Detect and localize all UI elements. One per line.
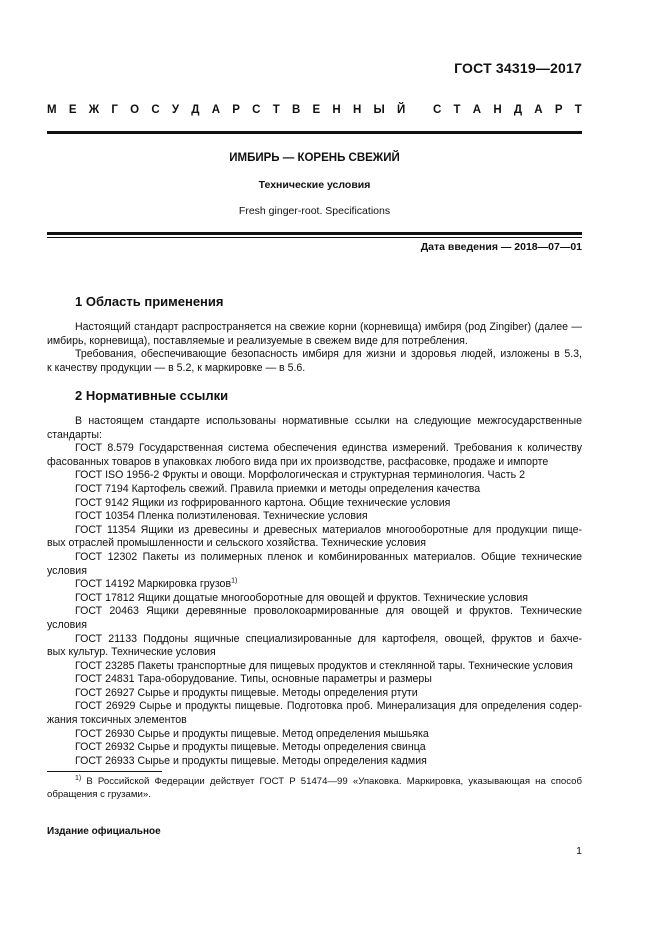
footnote-text: В Российской Федерации действует ГОСТ Р 51474—99 «Упаковка. Маркировка, указывающая на способ xyxy=(86,776,582,787)
footnote-rule xyxy=(47,771,162,772)
edition-label: Издание официальное xyxy=(47,826,161,837)
standard-type-letter: Е xyxy=(68,104,77,116)
text-line: ГОСТ 26930 Сырье и продукты пищевые. Метод определения мышьяка xyxy=(75,727,429,740)
section-2-body xyxy=(47,415,582,768)
text-line: ГОСТ 17812 Ящики дощатые многооборотные для овощей и фруктов. Технические условия xyxy=(75,591,528,604)
standard-type-letter: О xyxy=(130,104,140,116)
standard-type-letter: Д xyxy=(513,104,523,116)
standard-type-letter: У xyxy=(171,104,180,116)
text-line: ГОСТ 12302 Пакеты из полимерных пленок и комбинированных материалов. Общие технические xyxy=(75,550,582,563)
standard-type-letter: С xyxy=(151,104,160,116)
section-1-heading: 1 Область применения xyxy=(75,294,224,309)
page-number: 1 xyxy=(576,845,582,857)
text-part: Настоящий стандарт распространяется на свежие корни (корневища) имбиря (род Zingiber) (далее — xyxy=(75,321,582,333)
text-line xyxy=(47,578,582,592)
standard-type-letter: Н xyxy=(332,104,341,116)
text-line: ГОСТ 9142 Ящики из гофрированного картона. Общие технические условия xyxy=(75,496,451,509)
footnote-ref: 1) xyxy=(231,577,238,585)
text-line: ГОСТ 7194 Картофель свежий. Правила приемки и методы определения качества xyxy=(75,482,481,495)
footnote xyxy=(47,775,582,801)
text-line: ГОСТ 10354 Пленка полиэтиленовая. Технические условия xyxy=(75,510,368,523)
text-line: ГОСТ 24831 Тара-оборудование. Типы, основные параметры и размеры xyxy=(75,673,432,686)
text-part: ГОСТ 14192 Маркировка грузов xyxy=(75,578,232,591)
standard-type-letter: С xyxy=(252,104,261,116)
standard-type-letter: Н xyxy=(493,104,502,116)
text-line: ГОСТ 26927 Сырье и продукты пищевые. Методы определения ртути xyxy=(75,686,418,699)
intro-date: Дата введения — 2018—07—01 xyxy=(420,241,582,253)
standard-type-letter: Т xyxy=(453,104,461,116)
standard-type-letter: А xyxy=(211,104,221,116)
text-line: ГОСТ 20463 Ящики деревянные проволокоармированные для овощей и фруктов. Технические xyxy=(75,605,582,618)
text-line: ГОСТ 26933 Сырье и продукты пищевые. Методы определения кадмия xyxy=(75,754,427,767)
text-line: вых культур. Технические условия xyxy=(47,646,216,659)
text-line: ГОСТ 11354 Ящики из древесины и древесных материалов многооборотные для продукции пище- xyxy=(75,523,582,536)
standard-type-letter: С xyxy=(432,104,442,116)
standard-type-letter: Р xyxy=(554,104,563,116)
footnote-line: обращения с грузами». xyxy=(47,789,151,800)
standard-type-letter: Ы xyxy=(373,104,385,116)
text-line: ГОСТ 8.579 Государственная система обеспечения единства измерений. Требования к количеству xyxy=(75,442,582,455)
section-2-heading: 2 Нормативные ссылки xyxy=(75,388,229,403)
text-line: условия xyxy=(47,564,87,577)
text-line: ГОСТ 23285 Пакеты транспортные для пищевых продуктов и стеклянной тары. Технические условия xyxy=(75,659,573,672)
standard-type-letter: М xyxy=(47,104,57,116)
footnote-marker: 1) xyxy=(75,774,82,782)
standard-type-letter: Т xyxy=(574,104,582,116)
title-rule-thin xyxy=(47,237,582,238)
title-rule-thick xyxy=(47,232,582,235)
document-title: ИМБИРЬ — КОРЕНЬ СВЕЖИЙ xyxy=(229,152,400,164)
standard-type-letter: А xyxy=(534,104,543,116)
text-line: В настоящем стандарте использованы нормативные ссылки на следующие межгосударственные xyxy=(75,415,582,427)
text-line: имбирь, корневища), поставляемые и реализуемые в свежем виде для потребления. xyxy=(47,334,468,347)
text-line xyxy=(47,321,582,335)
document-subtitle: Технические условия xyxy=(258,179,371,191)
text-line: жания токсичных элементов xyxy=(47,714,187,727)
standard-type-letter: Д xyxy=(191,104,200,116)
standard-type-letter: Н xyxy=(352,104,362,116)
standard-type-letter: Й xyxy=(397,104,406,116)
text-line: ГОСТ ISO 1956-2 Фрукты и овощи. Морфологическая и структурная терминология. Часть 2 xyxy=(75,469,525,482)
standard-type-letter: А xyxy=(472,104,482,116)
standard-type-letter: Г xyxy=(111,104,118,116)
footnote-line xyxy=(47,775,582,788)
text-line: ГОСТ 26929 Сырье и продукты пищевые. Подготовка проб. Минерализация для определения содер- xyxy=(75,700,582,713)
standard-type-letter: Т xyxy=(272,104,280,116)
standard-type-letter xyxy=(418,104,421,116)
text-line: условия xyxy=(47,618,87,631)
standard-type-letter: Ж xyxy=(88,104,100,116)
text-line: к качеству продукции — в 5.2, к маркировке — в 5.6. xyxy=(47,361,306,374)
standard-type-letter: В xyxy=(291,104,301,116)
text-line: ГОСТ 21133 Поддоны ящичные специализированные для картофеля, овощей, фруктов и бахче- xyxy=(75,632,582,645)
header-rule xyxy=(47,131,582,134)
document-title-en: Fresh ginger-root. Specifications xyxy=(238,205,391,217)
standard-type-letter: Е xyxy=(312,104,321,116)
text-line: фасованных товаров в упаковках любого вида при их производстве, расфасовке, продаже и импорте xyxy=(47,455,549,468)
text-line: стандарты: xyxy=(47,428,102,441)
standard-type-heading xyxy=(47,104,582,116)
text-line: ГОСТ 26932 Сырье и продукты пищевые. Методы определения свинца xyxy=(75,741,426,754)
doc-number: ГОСТ 34319—2017 xyxy=(454,60,582,76)
text-line: Требования, обеспечивающие безопасность имбиря для жизни и здоровья людей, изложены в 5.3, xyxy=(75,348,582,361)
section-1-body xyxy=(47,321,582,375)
standard-type-letter: Р xyxy=(232,104,240,116)
text-line: вых отраслей промышленности и сельского хозяйства. Технические условия xyxy=(47,537,426,550)
